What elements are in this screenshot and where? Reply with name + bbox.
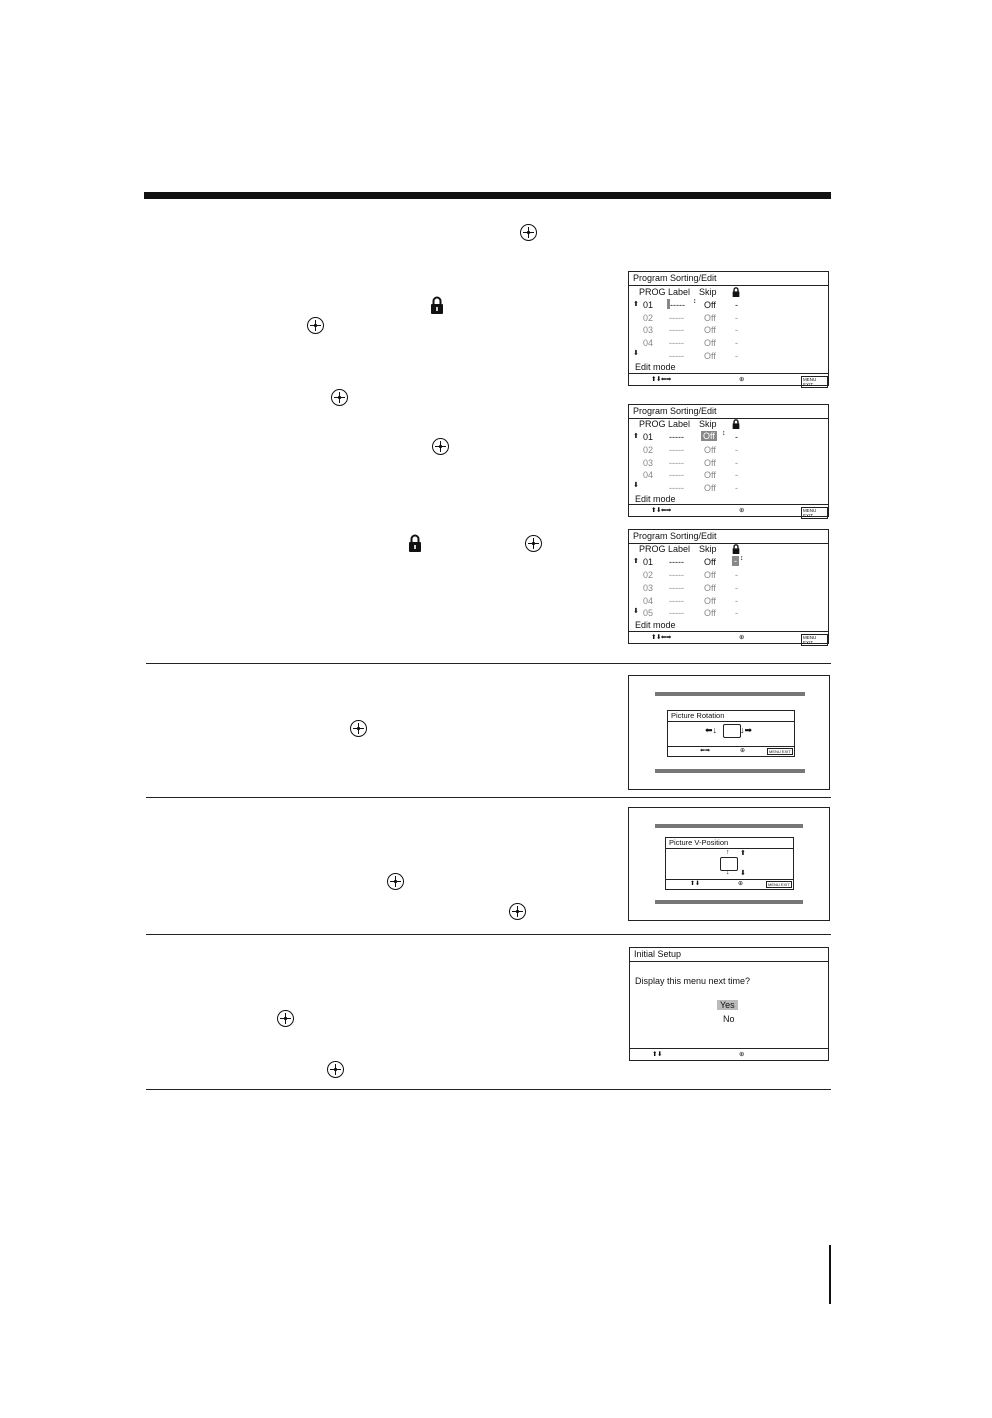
section-divider [146, 663, 831, 664]
menu-title: Program Sorting/Edit [629, 405, 828, 419]
jog-dial-icon: ⊕ [739, 507, 744, 514]
picture-frame-icon [723, 724, 741, 738]
navigation-buttons-icon: ⬆⬇ [652, 1051, 662, 1058]
skip-value: Off [704, 300, 716, 310]
lock-value: - [735, 445, 738, 455]
setup-question: Display this menu next time? [635, 976, 751, 986]
label-value: ----- [669, 470, 684, 480]
lock-value: - [735, 596, 738, 606]
up-arrow-icon: ⬆ [633, 301, 639, 308]
column-header-prog: PROG [639, 544, 666, 554]
navigation-buttons-icon: ⬆⬇⬅➡ [651, 507, 671, 514]
lock-icon [732, 419, 740, 429]
jog-dial-icon [432, 438, 449, 455]
down-arrow-icon: ⬇ [633, 608, 639, 615]
prog-number: 03 [643, 325, 654, 335]
label-value: ----- [669, 325, 684, 335]
prog-number: 04 [643, 338, 654, 348]
prog-number: 04 [643, 470, 654, 480]
menu-footer [629, 504, 828, 516]
program-sorting-menu-label-edit [628, 271, 829, 386]
navigation-buttons-icon: ⬆⬇⬅➡ [651, 634, 671, 641]
move-up-arrow-icon: ↑ [726, 849, 730, 856]
menu-exit-key: MENU EXIT [768, 882, 790, 887]
skip-value: Off [704, 445, 716, 455]
edit-mode-label: Edit mode [635, 620, 676, 630]
skip-value: Off [704, 557, 716, 567]
lock-value: - [735, 608, 738, 618]
column-header-skip: Skip [699, 544, 717, 554]
jog-dial-icon [277, 1010, 294, 1027]
skip-value-selected: Off [703, 431, 715, 441]
up-arrow-icon: ⬆ [633, 433, 639, 440]
prog-number: 03 [643, 458, 654, 468]
skip-value: Off [704, 338, 716, 348]
prog-number: 04 [643, 596, 654, 606]
jog-dial-icon: ⊕ [739, 376, 744, 383]
menu-footer [629, 373, 828, 385]
skip-value: Off [704, 596, 716, 606]
skip-value: Off [704, 583, 716, 593]
move-down-arrow-icon: ↓ [726, 869, 730, 876]
column-header-skip: Skip [699, 287, 717, 297]
rotate-left-icon: ⬅↓ [705, 725, 718, 735]
lock-value: - [735, 570, 738, 580]
lock-value: - [735, 325, 738, 335]
column-header-skip: Skip [699, 419, 717, 429]
prog-number: 05 [643, 608, 654, 618]
rotate-right-icon: ↓➡ [740, 725, 753, 735]
section-divider [146, 797, 831, 798]
prog-number: 03 [643, 583, 654, 593]
menu-footer [629, 631, 828, 643]
navigation-buttons-icon: ⬆⬇ [690, 881, 701, 887]
picture-rotation-menu [667, 710, 795, 757]
picture-rotation-screen [628, 675, 830, 790]
label-value: ----- [669, 570, 684, 580]
lock-icon [732, 544, 740, 554]
prog-number: 01 [643, 300, 654, 310]
menu-footer [630, 1048, 828, 1060]
lock-icon [408, 534, 422, 552]
menu-footer [668, 746, 794, 756]
menu-title: Picture Rotation [668, 711, 794, 722]
menu-exit-key: MENU EXIT [801, 376, 828, 388]
section-divider [146, 1089, 831, 1090]
menu-exit-key: MENU EXIT [769, 749, 791, 754]
jog-dial-icon: ⊕ [739, 634, 744, 641]
jog-dial-icon [387, 873, 404, 890]
jog-dial-icon [350, 720, 367, 737]
menu-exit-key: MENU EXIT [801, 634, 828, 646]
prog-number: 01 [643, 557, 654, 567]
label-value: ----- [669, 351, 684, 361]
screen-top-edge [655, 824, 803, 828]
skip-value: Off [704, 470, 716, 480]
column-header-label: Label [668, 287, 691, 297]
up-down-arrow-icon: ↕ [740, 555, 744, 562]
up-arrow-icon: ⬆ [633, 558, 639, 565]
lock-value: - [735, 338, 738, 348]
skip-value: Off [704, 351, 716, 361]
lock-value: - [735, 458, 738, 468]
column-header-prog: PROG [639, 419, 666, 429]
screen-bottom-edge [655, 769, 805, 773]
menu-exit-key: MENU EXIT [801, 507, 828, 519]
up-button-icon: ⬆ [740, 850, 746, 857]
skip-value: Off [704, 458, 716, 468]
navigation-buttons-icon: ⬅➡ [700, 748, 711, 754]
skip-value: Off [704, 325, 716, 335]
edit-mode-label: Edit mode [635, 494, 676, 504]
jog-dial-icon: ⊕ [738, 881, 744, 887]
label-value: ----- [670, 300, 685, 310]
prog-number: 01 [643, 432, 654, 442]
picture-v-position-menu [665, 837, 794, 890]
lock-value: - [735, 300, 738, 310]
label-value: ----- [669, 313, 684, 323]
menu-title: Picture V-Position [666, 838, 793, 849]
skip-value: Off [704, 483, 716, 493]
program-sorting-menu-lock-edit [628, 529, 829, 644]
jog-dial-icon [331, 389, 348, 406]
label-value: ----- [669, 608, 684, 618]
lock-value: - [735, 483, 738, 493]
skip-value: Off [704, 608, 716, 618]
lock-value: - [735, 313, 738, 323]
program-sorting-menu-skip-edit [628, 404, 829, 517]
jog-dial-icon [525, 535, 542, 552]
label-value: ----- [669, 458, 684, 468]
edit-mode-label: Edit mode [635, 362, 676, 372]
column-header-label: Label [668, 544, 691, 554]
lock-value: - [735, 470, 738, 480]
picture-v-position-screen [628, 807, 830, 921]
jog-dial-icon: ⊕ [739, 1051, 744, 1058]
label-value: ----- [669, 483, 684, 493]
navigation-buttons-icon: ⬆⬇⬅➡ [651, 376, 671, 383]
label-value: ----- [669, 557, 684, 567]
section-divider [146, 934, 831, 935]
label-value: ----- [669, 596, 684, 606]
down-button-icon: ⬇ [740, 870, 746, 877]
page-margin-rule [829, 1245, 831, 1304]
screen-bottom-edge [655, 900, 803, 904]
jog-dial-icon [509, 903, 526, 920]
up-down-arrow-icon: ↕ [722, 430, 726, 437]
lock-icon [430, 296, 444, 314]
lock-value: - [735, 351, 738, 361]
jog-dial-icon: ⊕ [740, 748, 746, 754]
menu-title: Program Sorting/Edit [629, 530, 828, 544]
menu-title: Program Sorting/Edit [629, 272, 828, 286]
lock-value: - [735, 432, 738, 442]
prog-number: 02 [643, 445, 654, 455]
column-header-label: Label [668, 419, 691, 429]
skip-value: Off [704, 570, 716, 580]
jog-dial-icon [327, 1061, 344, 1078]
lock-value-selected: - [734, 556, 737, 566]
skip-value: Off [704, 313, 716, 323]
label-value: ----- [669, 445, 684, 455]
section-header-bar [144, 192, 831, 199]
jog-dial-icon [307, 317, 324, 334]
menu-title: Initial Setup [630, 948, 828, 962]
prog-number: 02 [643, 313, 654, 323]
prog-number: 02 [643, 570, 654, 580]
initial-setup-menu [629, 947, 829, 1061]
jog-dial-icon [520, 224, 537, 241]
label-value: ----- [669, 583, 684, 593]
label-value: ----- [669, 432, 684, 442]
screen-top-edge [655, 692, 805, 696]
lock-value: - [735, 583, 738, 593]
label-value: ----- [669, 338, 684, 348]
down-arrow-icon: ⬇ [633, 482, 639, 489]
menu-footer [666, 879, 793, 889]
option-yes-selected[interactable]: Yes [717, 1000, 738, 1010]
lock-icon [732, 287, 740, 297]
up-down-arrow-icon: ↕ [693, 298, 697, 305]
option-no[interactable]: No [723, 1014, 735, 1024]
down-arrow-icon: ⬇ [633, 350, 639, 357]
column-header-prog: PROG [639, 287, 666, 297]
